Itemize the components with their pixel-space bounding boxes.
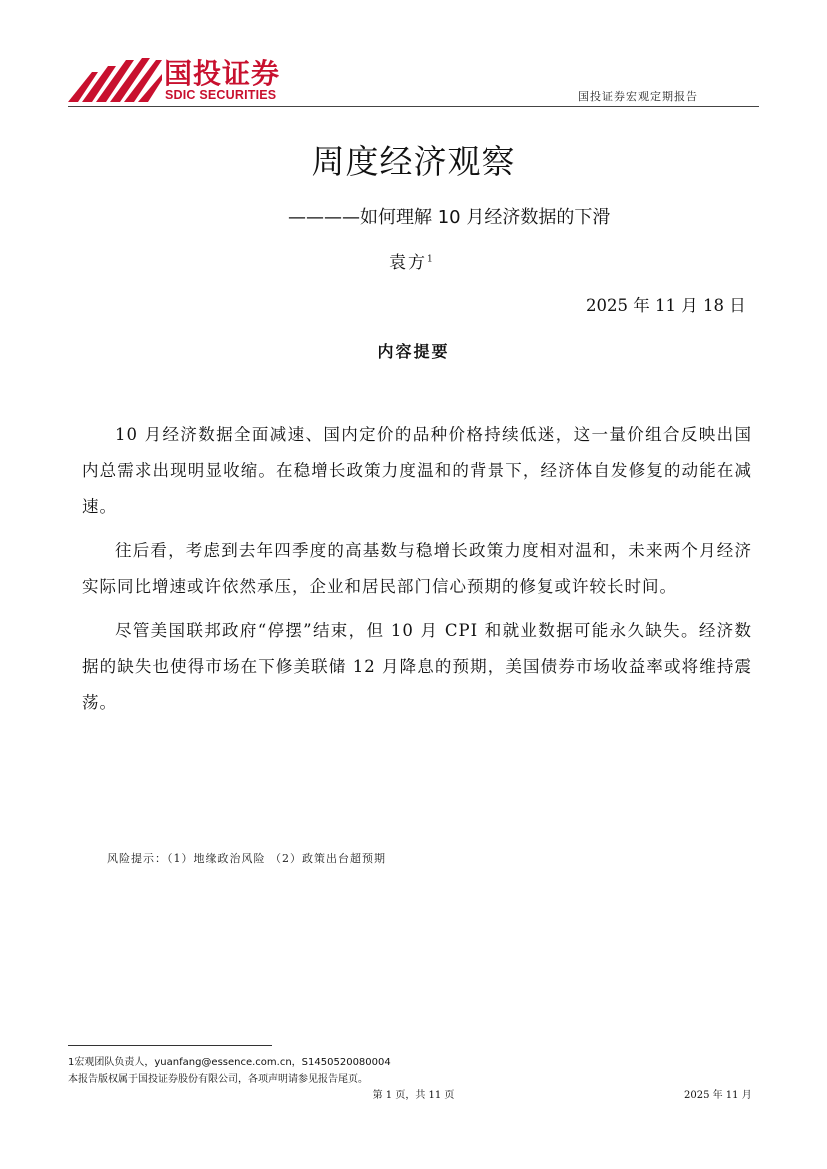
header-divider [68,106,759,107]
summary-paragraph: 10 月经济数据全面减速、国内定价的品种价格持续低迷，这一量价组合反映出国内总需求出现明显收缩。在稳增长政策力度温和的背景下，经济体自发修复的动能在减速。 [82,425,752,516]
footer-date: 2025 年 11 月 [684,1090,752,1101]
report-date: 2025 年 11 月 18 日 [586,296,746,315]
report-subtitle: ————如何理解 10 月经济数据的下滑 [288,207,611,228]
author-name: 袁方 [389,253,427,273]
footnote-divider [68,1045,272,1046]
company-logo [68,58,308,108]
summary-body [82,417,752,729]
logo-chinese-text: 国投证券 [164,57,281,90]
summary-paragraph: 尽管美国联邦政府“停摆”结束，但 10 月 CPI 和就业数据可能永久缺失。经济数据的缺失也使得市场在下修美联储 12 月降息的预期，美国债券市场收益率或将维持震荡。 [82,621,752,712]
report-title: 周度经济观察 [311,142,516,181]
logo-english-text: SDIC SECURITIES [165,88,277,102]
report-type-label: 国投证券宏观定期报告 [578,90,698,103]
logo-stripes-icon [68,58,162,102]
author-footnote: 1宏观团队负责人，yuanfang@essence.com.cn，S1450520080004 [68,1057,391,1068]
copyright-notice: 本报告版权属于国投证券股份有限公司，各项声明请参见报告尾页。 [68,1074,368,1085]
risk-note: 风险提示：（1）地缘政治风险 （2）政策出台超预期 [107,852,386,865]
author [389,248,433,273]
page-number: 第 1 页，共 11 页 [372,1090,455,1101]
author-footnote-mark: 1 [427,254,433,265]
summary-paragraph: 往后看，考虑到去年四季度的高基数与稳增长政策力度相对温和，未来两个月经济实际同比增速或许依然承压，企业和居民部门信心预期的修复或许较长时间。 [82,541,752,596]
summary-heading: 内容提要 [377,342,450,361]
